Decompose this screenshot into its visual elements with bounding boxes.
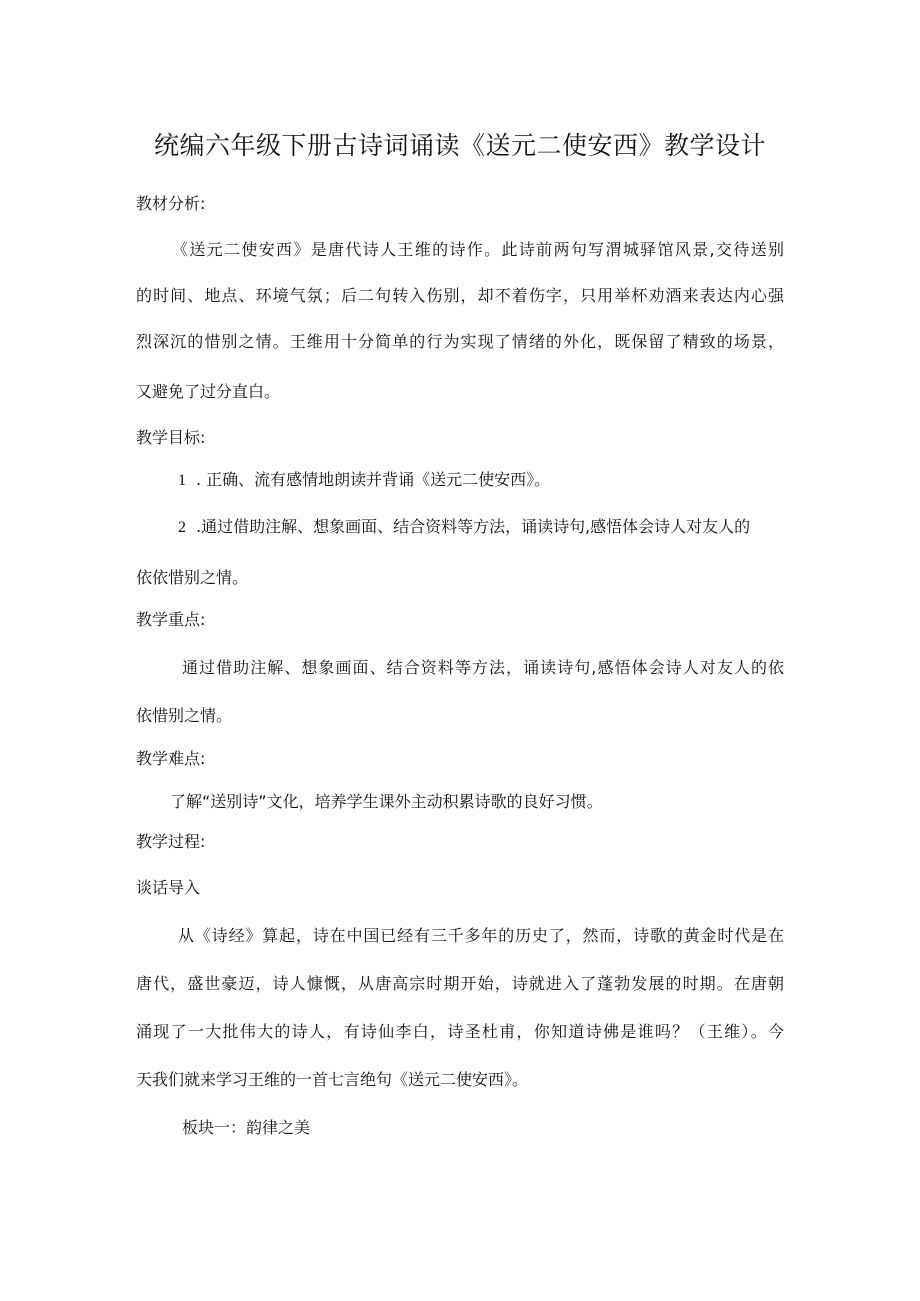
analysis-line-4: 又避免了过分直白。 (136, 382, 281, 401)
process-heading: 教学过程: (136, 832, 206, 851)
goal-item-2-continuation: 依依惜别之情。 (136, 568, 249, 587)
difficulties-text: 了解“送别诗”文化，培养学生课外主动积累诗歌的良好习惯。 (170, 792, 603, 811)
intro-line-4: 天我们就来学习王维的一首七言绝句《送元二使安西》。 (136, 1070, 529, 1089)
analysis-line-3: 烈深沉的惜别之情。王维用十分简单的行为实现了情绪的外化，既保留了精致的场景， (136, 332, 784, 351)
goal-item-2 (178, 513, 784, 542)
intro-line-1: 从《诗经》算起，诗在中国已经有三千多年的历史了，然而，诗歌的黄金时代是在 (178, 926, 784, 945)
key-points-line-1: 通过借助注解、想象画面、结合资料等方法，诵读诗句,感悟体会诗人对友人的依 (182, 658, 784, 677)
goal-item-2-number: 2 (178, 519, 186, 536)
block-one-title: 板块一：韵律之美 (182, 1118, 311, 1137)
goal-item-1-text: . 正确、流有感情地朗读并背诵《送元二使安西》。 (196, 470, 551, 489)
analysis-line-1: 《送元二使安西》是唐代诗人王维的诗作。此诗前两句写渭城驿馆风景,交待送别 (172, 240, 784, 259)
intro-title: 谈话导入 (136, 878, 201, 897)
analysis-line-2: 的时间、地点、环境气氛；后二句转入伤别，却不着伤字，只用举杯劝酒来表达内心强 (136, 286, 784, 305)
key-points-heading: 教学重点: (136, 610, 206, 629)
goal-item-1-number: 1 (178, 472, 186, 489)
difficulties-heading: 教学难点: (136, 749, 206, 768)
key-points-line-2: 依惜别之情。 (136, 706, 233, 725)
intro-line-3: 涌现了一大批伟大的诗人，有诗仙李白，诗圣杜甫，你知道诗佛是谁吗？（王维）。今 (136, 1022, 784, 1041)
intro-line-2: 唐代，盛世豪迈，诗人慷慨，从唐高宗时期开始，诗就进入了蓬勃发展的时期。在唐朝 (136, 974, 784, 993)
goals-heading: 教学目标: (136, 428, 206, 447)
page-title: 统编六年级下册古诗词诵读《送元二使安西》教学设计 (153, 131, 766, 160)
goal-item-1 (178, 466, 550, 495)
analysis-heading: 教材分析: (136, 194, 206, 213)
goal-item-2-text: .通过借助注解、想象画面、结合资料等方法，诵读诗句,感悟体会诗人对友人的 (196, 517, 751, 536)
